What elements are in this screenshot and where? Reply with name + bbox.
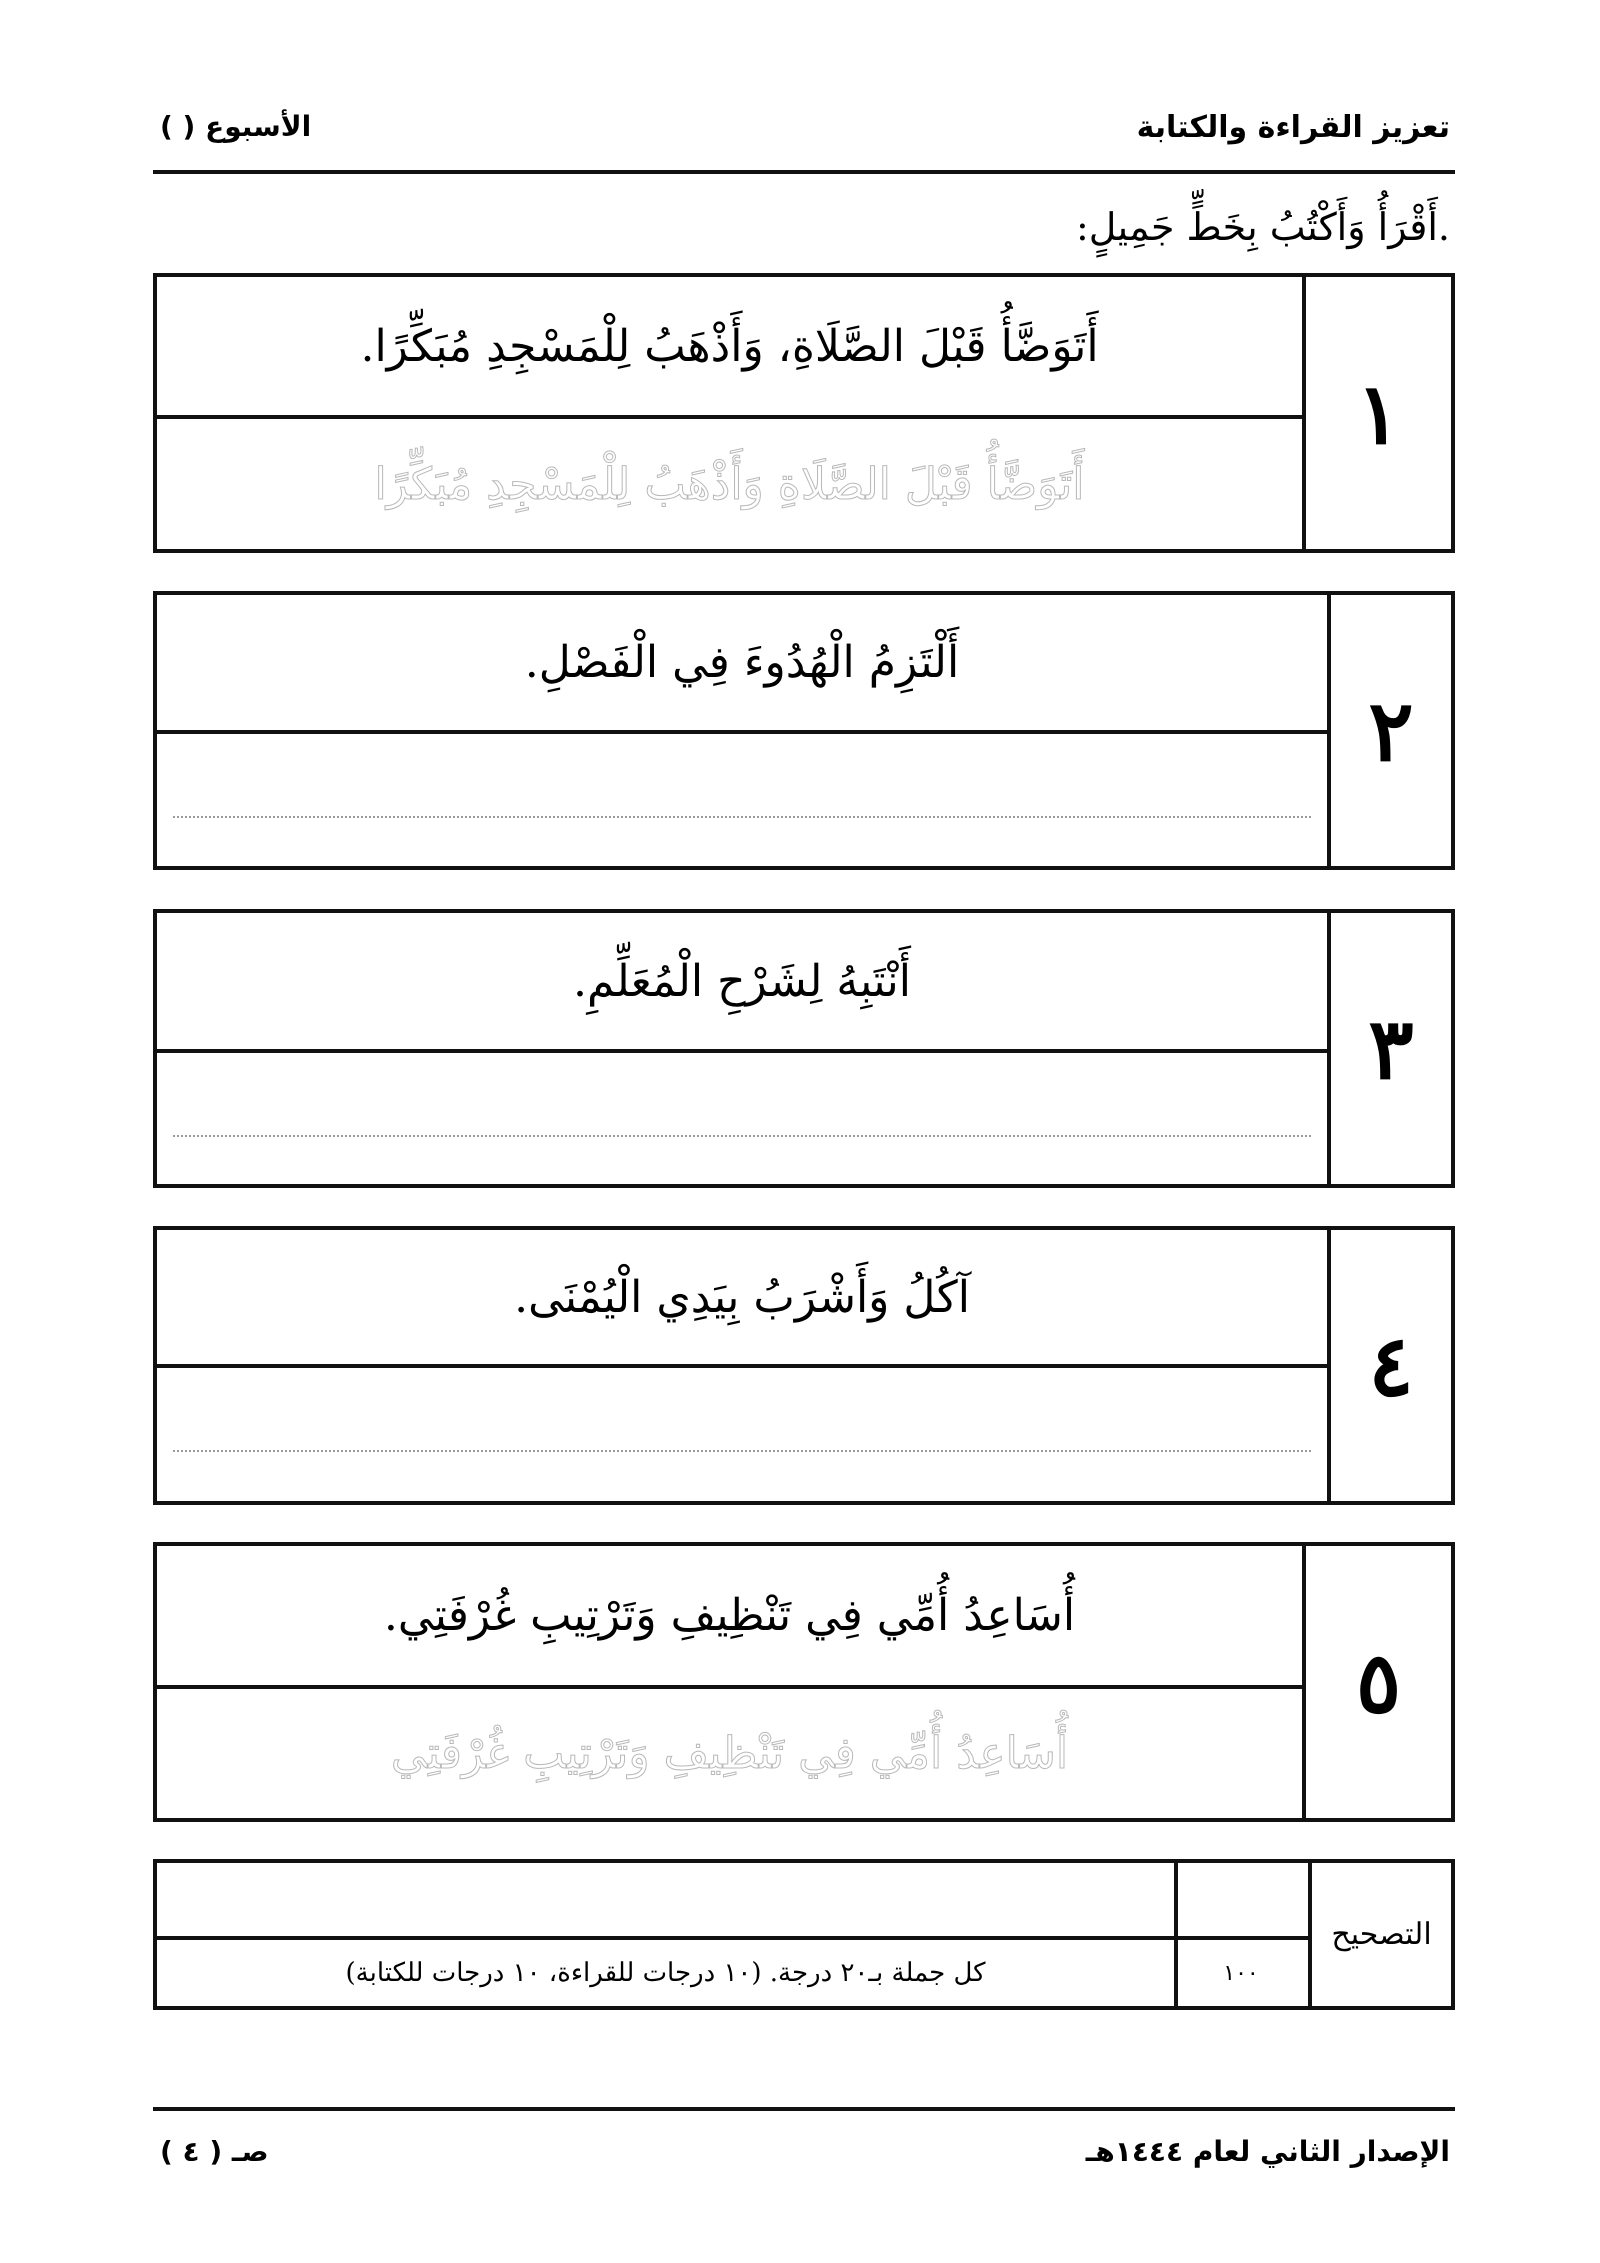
exercise-box-4 [153,1226,1455,1505]
writing-area-5[interactable] [157,1689,1302,1818]
trace-text-5: أُسَاعِدُ أُمِّي فِي تَنْظِيفِ وَتَرْتِيبِ غُرْفَتِي [390,1728,1069,1779]
sentence-row-2 [157,595,1327,734]
worksheet-title: تعزيز القراءة والكتابة [1136,110,1450,145]
instruction-text: .أَقْرَأُ وَأَكْتُبُ بِخَطٍّ جَمِيلٍ: [1075,205,1450,249]
sentence-row-1 [157,277,1302,419]
scoring-note: كل جملة بـ٢٠ درجة. (١٠ درجات للقراءة، ١٠ درجات للكتابة) [345,1958,986,1988]
scoring-label: التصحيح [1308,1863,1451,2006]
writing-area-3[interactable] [157,1053,1327,1184]
writing-area-4[interactable] [157,1368,1327,1501]
sentence-row-3 [157,913,1327,1053]
trace-text-1: أَتَوَضَّأُ قَبْلَ الصَّلَاةِ وَأَذْهَبُ لِلْمَسْجِدِ مُبَكِّرًا [374,458,1085,510]
exercise-box-5 [153,1542,1455,1822]
sentence-text-5: أُسَاعِدُ أُمِّي فِي تَنْظِيفِ وَتَرْتِيبِ غُرْفَتِي. [383,1590,1076,1641]
scoring-table [153,1859,1455,2010]
dotted-writing-line-3 [173,1135,1311,1137]
sentence-text-1: أَتَوَضَّأُ قَبْلَ الصَّلَاةِ، وَأَذْهَبُ لِلْمَسْجِدِ مُبَكِّرًا. [360,320,1099,372]
score-entry-field[interactable] [157,1863,1174,1936]
week-label: الأسبوع ( ) [160,110,312,143]
item-number-2: ٢ [1327,595,1451,866]
dotted-writing-line-2 [173,816,1311,818]
exercise-box-2 [153,591,1455,870]
score-value-field[interactable] [1174,1863,1308,1936]
footer-divider [153,2107,1455,2111]
sentence-text-3: أَنْتَبِهُ لِشَرْحِ الْمُعَلِّمِ. [572,955,912,1007]
item-number-5: ٥ [1302,1546,1451,1818]
exercise-box-1 [153,273,1455,553]
page-number: صـ ( ٤ ) [160,2135,269,2168]
exercise-box-3 [153,909,1455,1188]
dotted-writing-line-4 [173,1450,1311,1452]
edition-text: الإصدار الثاني لعام ١٤٤٤هـ [1085,2135,1450,2168]
item-number-3: ٣ [1327,913,1451,1184]
sentence-row-4 [157,1230,1327,1368]
sentence-text-2: أَلْتَزِمُ الْهُدُوءَ فِي الْفَصْلِ. [524,637,960,688]
item-number-4: ٤ [1327,1230,1451,1501]
sentence-row-5 [157,1546,1302,1689]
header-divider [153,170,1455,174]
item-number-1: ١ [1302,277,1451,549]
writing-area-1[interactable] [157,419,1302,549]
sentence-text-4: آكُلُ وَأَشْرَبُ بِيَدِي الْيُمْنَى. [514,1271,970,1323]
total-score: ١٠٠ [1223,1960,1259,1986]
writing-area-2[interactable] [157,734,1327,866]
